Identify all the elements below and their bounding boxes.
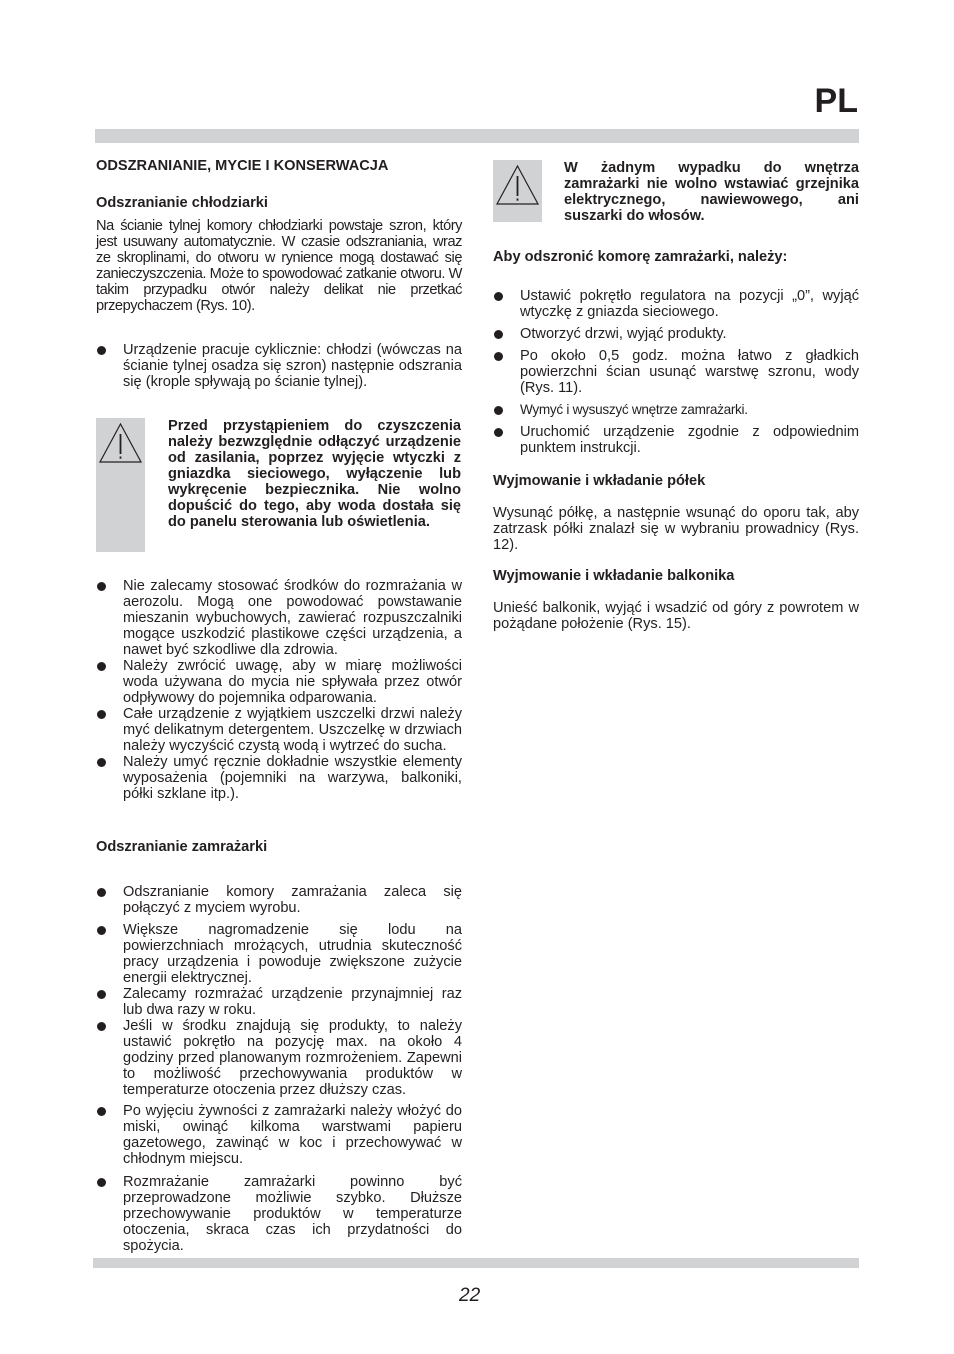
- defrost-steps-title: Aby odszronić komorę zamrażarki, należy:: [493, 249, 788, 265]
- bullet-list-freezer: [96, 884, 462, 1098]
- warning-box: [96, 418, 145, 552]
- list-item: Po około 0,5 godz. można łatwo z gładkich powierzchni ścian usunąć warstwę szronu, wody (Rys. 11).: [493, 348, 859, 396]
- list-item: Otworzyć drzwi, wyjąć produkty.: [493, 326, 859, 342]
- warning-triangle-icon: [96, 418, 145, 478]
- heater-warning-text: W żadnym wypadku do wnętrza zamrażarki nie wolno wstawiać grzejnika elektrycznego, nawiewowego, ani suszarki do włosów.: [564, 160, 859, 224]
- bullet-list-cleaning: [96, 578, 462, 802]
- section-title: ODSZRANIANIE, MYCIE I KONSERWACJA: [96, 158, 389, 174]
- list-item: Wymyć i wysuszyć wnętrze zamrażarki.: [493, 402, 859, 418]
- list-item: Odszranianie komory zamrażania zaleca się połączyć z myciem wyrobu.: [96, 884, 462, 916]
- freezer-defrost-title: Odszranianie zamrażarki: [96, 839, 268, 855]
- balcony-paragraph: Unieść balkonik, wyjąć i wsadzić od góry z powrotem w pożądane położenie (Rys. 15).: [493, 600, 859, 632]
- list-item: Zalecamy rozmrażać urządzenie przynajmniej raz lub dwa razy w roku.: [96, 986, 462, 1018]
- shelves-paragraph: Wysunąć półkę, a następnie wsunąć do oporu tak, aby zatrzask półki znalazł się w wybraniu prowadnicy (Rys. 12).: [493, 505, 859, 553]
- fridge-defrost-title: Odszranianie chłodziarki: [96, 195, 268, 211]
- list-item: Całe urządzenie z wyjątkiem uszczelki drzwi należy myć delikatnym detergentem. Uszczelkę w drzwiach należy wyczyścić czystą wodą i wytrzeć do sucha.: [96, 706, 462, 754]
- cleaning-warning-text: Przed przystąpieniem do czyszczenia należy bezwzględnie odłączyć urządzenie od zasilania, poprzez wyjęcie wtyczki z gniazdka sieciowego, wyłączenie lub wykręcenie bezpiecznika. Nie wolno dopuścić do tego, aby woda dostała się do panelu sterowania lub oświetlenia.: [168, 418, 461, 530]
- shelves-title: Wyjmowanie i wkładanie półek: [493, 473, 706, 489]
- header-rule: [95, 129, 859, 143]
- warning-box: [493, 160, 542, 222]
- list-item: Urządzenie pracuje cyklicznie: chłodzi (wówczas na ścianie tylnej osadza się szron) następnie odszrania się (krople spływają po ścianie tylnej).: [96, 342, 462, 390]
- list-item: Ustawić pokrętło regulatora na pozycji „0”, wyjąć wtyczkę z gniazda sieciowego.: [493, 288, 859, 320]
- fridge-defrost-paragraph: Na ścianie tylnej komory chłodziarki powstaje szron, który jest usuwany automatycznie. W czasie odszraniania, wraz ze skroplinami, do otworu w rynience mogą dostawać się zanieczyszczenia. Może to spowodować zatkanie otworu. W takim przypadku otwór należy delikat nie przetkać przepychaczem (Rys. 10).: [96, 218, 462, 314]
- bullet-list-defrost-steps: [493, 288, 859, 456]
- list-item: Należy umyć ręcznie dokładnie wszystkie elementy wyposażenia (pojemniki na warzywa, balkoniki, półki szklane itp.).: [96, 754, 462, 802]
- bullet-list-speed: [96, 1174, 462, 1254]
- list-item: Należy zwrócić uwagę, aby w miarę możliwości woda używana do mycia nie spływała przez otwór odpływowy do pojemnika odparowania.: [96, 658, 462, 706]
- warning-triangle-icon: [493, 160, 542, 220]
- language-code: PL: [814, 82, 858, 120]
- page-number: 22: [459, 1285, 481, 1306]
- list-item: Rozmrażanie zamrażarki powinno być przeprowadzone możliwie szybko. Dłuższe przechowywanie produktów w temperaturze otoczenia, skraca czas ich przydatności do spożycia.: [96, 1174, 462, 1254]
- list-item: Większe nagromadzenie się lodu na powierzchniach mrożących, utrudnia skuteczność pracy urządzenia i powoduje zwiększone zużycie energii elektrycznej.: [96, 922, 462, 986]
- bullet-list-storage: [96, 1103, 462, 1167]
- list-item: Uruchomić urządzenie zgodnie z odpowiednim punktem instrukcji.: [493, 424, 859, 456]
- bullet-list-cycle: [96, 342, 462, 390]
- list-item: Nie zalecamy stosować środków do rozmrażania w aerozolu. Mogą one powodować powstawanie mieszanin wybuchowych, zawierać rozpuszczalniki mogące uszkodzić plastikowe części urządzenia, a nawet być szkodliwe dla zdrowia.: [96, 578, 462, 658]
- footer-rule: [93, 1258, 859, 1268]
- list-item: Jeśli w środku znajdują się produkty, to należy ustawić pokrętło na pozycję max. na około 4 godziny przed planowanym rozmrożeniem. Zapewni to możliwość przechowywania produktów w temperaturze otoczenia przez dłuższy czas.: [96, 1018, 462, 1098]
- balcony-title: Wyjmowanie i wkładanie balkonika: [493, 568, 735, 584]
- list-item: Po wyjęciu żywności z zamrażarki należy włożyć do miski, owinąć kilkoma warstwami papieru gazetowego, zawinąć w koc i przechowywać w chłodnym miejscu.: [96, 1103, 462, 1167]
